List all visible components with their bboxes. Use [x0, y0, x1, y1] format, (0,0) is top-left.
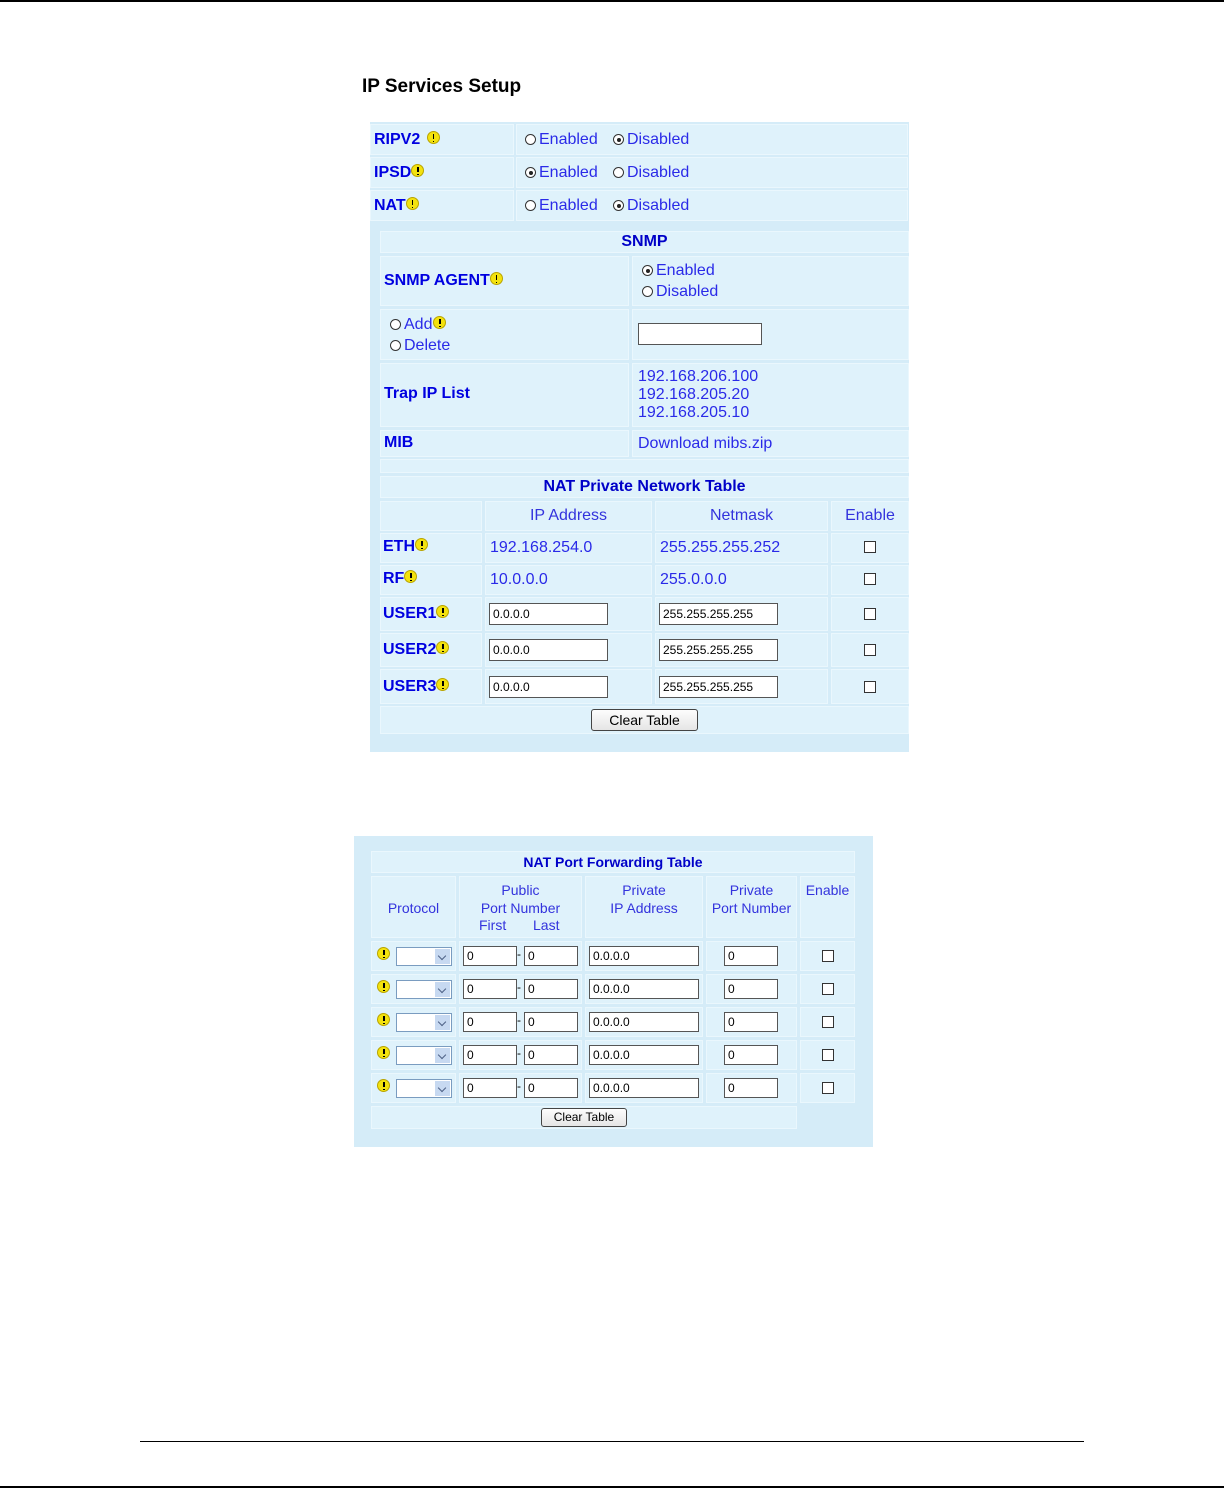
trap-ip-2: 192.168.205.20: [638, 386, 750, 403]
user2-netmask-input[interactable]: 255.255.255.255: [659, 639, 778, 661]
row-name: USER2: [383, 641, 437, 658]
range-dash: -: [517, 1046, 521, 1060]
radio-icon: [390, 340, 401, 351]
pf-public-first-header: First: [479, 917, 507, 933]
radio-label: Delete: [404, 337, 451, 354]
ipsd-text: IPSD: [374, 164, 412, 181]
rf-enable-checkbox[interactable]: [864, 573, 876, 585]
pf-public-last-header: Last: [533, 917, 560, 933]
trap-list-label: Trap IP List: [384, 385, 470, 402]
warning-icon[interactable]: [433, 316, 446, 329]
private-port-input[interactable]: 0: [724, 1078, 778, 1098]
eth-ip: 192.168.254.0: [490, 539, 593, 556]
nat-enabled-radio[interactable]: [525, 197, 598, 215]
trap-add-radio[interactable]: [390, 316, 446, 334]
private-port-input[interactable]: 0: [724, 946, 778, 966]
user3-label: [383, 678, 449, 696]
pf-clear-table-button[interactable]: Clear Table: [541, 1108, 627, 1127]
radio-label: Enabled: [539, 164, 598, 181]
radio-icon: [525, 200, 536, 211]
range-dash: -: [517, 1079, 521, 1093]
row-name: ETH: [383, 538, 415, 555]
rf-ip: 10.0.0.0: [490, 571, 548, 588]
row-name: USER1: [383, 605, 437, 622]
range-dash: -: [517, 1013, 521, 1027]
pf-public-header-2: Port Number: [480, 900, 561, 916]
pf-public-header-1: Public: [501, 882, 540, 898]
protocol-select[interactable]: [396, 1046, 452, 1065]
user2-enable-checkbox[interactable]: [864, 644, 876, 656]
pf-private-port-header-2: Port Number: [711, 900, 792, 916]
public-last-input[interactable]: 0: [524, 979, 578, 999]
chevron-down-icon: [435, 1015, 450, 1030]
col-netmask-header: Netmask: [709, 507, 774, 524]
protocol-select[interactable]: [396, 1079, 452, 1098]
snmp-header: SNMP: [621, 233, 668, 250]
radio-label: Enabled: [656, 262, 715, 279]
ripv2-text: RIPV2: [374, 131, 421, 148]
warning-icon[interactable]: [411, 164, 424, 177]
protocol-select[interactable]: [396, 980, 452, 999]
row-name: RF: [383, 570, 405, 587]
warning-icon[interactable]: [415, 538, 428, 551]
public-last-input[interactable]: 0: [524, 946, 578, 966]
range-dash: -: [517, 980, 521, 994]
radio-label: Add: [404, 316, 433, 333]
pf-private-ip-header-1: Private: [622, 882, 666, 898]
user1-ip-input[interactable]: 0.0.0.0: [489, 603, 608, 625]
private-ip-input[interactable]: 0.0.0.0: [589, 1012, 699, 1032]
snmp-agent-disabled-radio[interactable]: [642, 283, 718, 301]
snmp-agent-text: SNMP AGENT: [384, 272, 490, 289]
public-first-input[interactable]: 0: [463, 1045, 517, 1065]
pf-enable-checkbox[interactable]: [822, 1049, 834, 1061]
private-port-input[interactable]: 0: [724, 979, 778, 999]
user1-netmask-input[interactable]: 255.255.255.255: [659, 603, 778, 625]
ripv2-label: [374, 131, 440, 149]
col-ip-header: IP Address: [529, 507, 608, 524]
pf-enable-checkbox[interactable]: [822, 1082, 834, 1094]
trap-ip-input[interactable]: [638, 323, 762, 345]
trap-delete-radio[interactable]: [390, 337, 450, 355]
pf-enable-checkbox[interactable]: [822, 950, 834, 962]
download-mibs-link[interactable]: Download mibs.zip: [638, 435, 773, 452]
radio-icon: [390, 319, 401, 330]
protocol-select[interactable]: [396, 947, 452, 966]
public-first-input[interactable]: 0: [463, 1078, 517, 1098]
ripv2-disabled-radio[interactable]: [613, 131, 689, 149]
spacer-cell: [380, 459, 909, 473]
pf-private-ip-header-2: IP Address: [610, 900, 678, 916]
warning-icon[interactable]: [436, 605, 449, 618]
radio-icon: [613, 167, 624, 178]
nat-label: [374, 197, 419, 215]
user3-ip-input[interactable]: 0.0.0.0: [489, 676, 608, 698]
nat-private-header: NAT Private Network Table: [543, 478, 746, 495]
private-ip-input[interactable]: 0.0.0.0: [589, 946, 699, 966]
row-name: USER3: [383, 678, 437, 695]
user3-enable-checkbox[interactable]: [864, 681, 876, 693]
public-first-input[interactable]: 0: [463, 1012, 517, 1032]
radio-label: Enabled: [539, 131, 598, 148]
user3-netmask-input[interactable]: 255.255.255.255: [659, 676, 778, 698]
chevron-down-icon: [435, 1081, 450, 1096]
ipsd-enabled-radio[interactable]: [525, 164, 598, 182]
radio-selected-icon: [613, 200, 624, 211]
col-blank-cell: [380, 501, 482, 531]
warning-icon[interactable]: [406, 197, 419, 210]
warning-icon[interactable]: [377, 1013, 390, 1026]
radio-icon: [642, 286, 653, 297]
warning-icon[interactable]: [427, 131, 440, 144]
user2-ip-input[interactable]: 0.0.0.0: [489, 639, 608, 661]
eth-enable-checkbox[interactable]: [864, 541, 876, 553]
pf-private-port-header-1: Private: [729, 882, 774, 898]
radio-label: Disabled: [627, 131, 690, 148]
radio-selected-icon: [613, 134, 624, 145]
radio-label: Enabled: [539, 197, 598, 214]
private-port-input[interactable]: 0: [724, 1045, 778, 1065]
chevron-down-icon: [435, 982, 450, 997]
warning-icon[interactable]: [377, 947, 390, 960]
public-first-input[interactable]: 0: [463, 979, 517, 999]
nat-text: NAT: [374, 197, 406, 214]
radio-icon: [525, 134, 536, 145]
warning-icon[interactable]: [436, 641, 449, 654]
ripv2-enabled-radio[interactable]: [525, 131, 598, 149]
clear-table-button[interactable]: Clear Table: [591, 709, 698, 731]
public-first-input[interactable]: 0: [463, 946, 517, 966]
protocol-select[interactable]: [396, 1013, 452, 1032]
ipsd-label: [374, 164, 424, 182]
rf-label: [383, 570, 417, 588]
warning-icon[interactable]: [404, 570, 417, 583]
rf-netmask: 255.0.0.0: [660, 571, 727, 588]
pf-enable-header: Enable: [805, 882, 850, 898]
col-enable-header: Enable: [845, 507, 895, 524]
top-rule: [0, 0, 1224, 2]
warning-icon[interactable]: [377, 1079, 390, 1092]
eth-label: [383, 538, 428, 556]
trap-ip-1: 192.168.206.100: [638, 368, 759, 385]
public-last-input[interactable]: 0: [524, 1045, 578, 1065]
pf-protocol-header: Protocol: [387, 900, 440, 916]
pf-enable-checkbox[interactable]: [822, 983, 834, 995]
user1-enable-checkbox[interactable]: [864, 608, 876, 620]
nat-disabled-radio[interactable]: [613, 197, 689, 215]
radio-label: Disabled: [656, 283, 719, 300]
public-last-input[interactable]: 0: [524, 1078, 578, 1098]
page-title: IP Services Setup: [362, 76, 522, 97]
pf-enable-checkbox[interactable]: [822, 1016, 834, 1028]
chevron-down-icon: [435, 1048, 450, 1063]
mib-label: MIB: [384, 434, 414, 451]
user2-label: [383, 641, 449, 659]
footer-rule: [140, 1441, 1084, 1442]
radio-label: Disabled: [627, 164, 690, 181]
private-ip-input[interactable]: 0.0.0.0: [589, 979, 699, 999]
radio-label: Disabled: [627, 197, 690, 214]
pf-header: NAT Port Forwarding Table: [523, 854, 703, 870]
range-dash: -: [517, 947, 521, 961]
trap-ip-3: 192.168.205.10: [638, 404, 750, 421]
chevron-down-icon: [435, 949, 450, 964]
warning-icon[interactable]: [377, 980, 390, 993]
radio-selected-icon: [642, 265, 653, 276]
warning-icon[interactable]: [377, 1046, 390, 1059]
user1-label: [383, 605, 449, 623]
radio-selected-icon: [525, 167, 536, 178]
eth-netmask: 255.255.255.252: [660, 539, 781, 556]
snmp-agent-label: [384, 272, 503, 290]
private-ip-input[interactable]: 0.0.0.0: [589, 1045, 699, 1065]
public-last-input[interactable]: 0: [524, 1012, 578, 1032]
private-ip-input[interactable]: 0.0.0.0: [589, 1078, 699, 1098]
mib-label-cell: [380, 430, 629, 457]
warning-icon[interactable]: [436, 678, 449, 691]
ipsd-disabled-radio[interactable]: [613, 164, 689, 182]
warning-icon[interactable]: [490, 272, 503, 285]
private-port-input[interactable]: 0: [724, 1012, 778, 1032]
snmp-agent-enabled-radio[interactable]: [642, 262, 715, 280]
